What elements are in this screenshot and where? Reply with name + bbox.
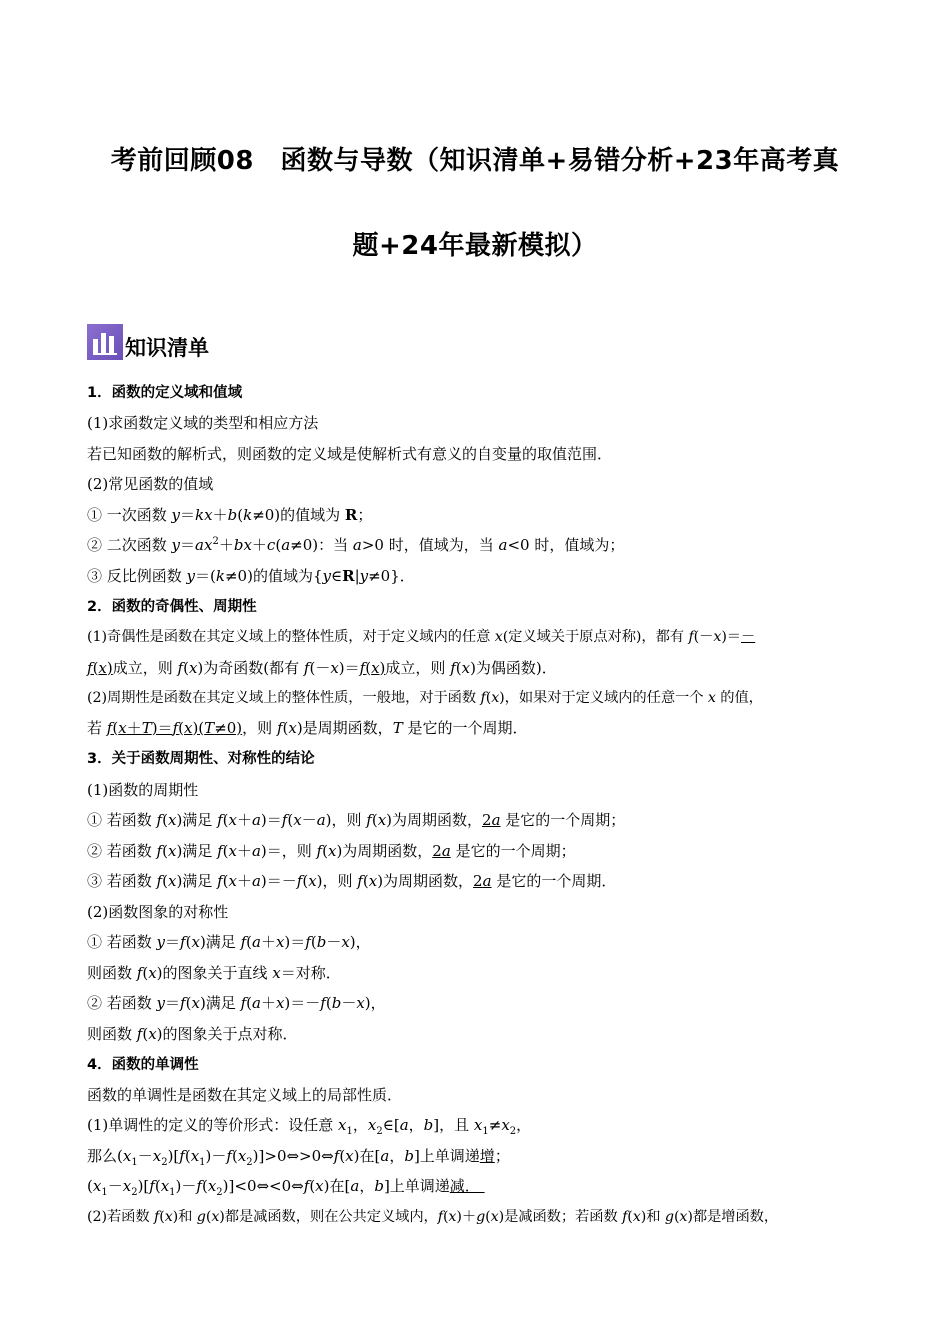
paragraph: (2)若函数 f(x)和 g(x)都是减函数，则在公共定义域内，f(x)＋g(x)是减函数；若函数 f(x)和 g(x)都是增函数， xyxy=(87,1209,779,1225)
paragraph: (1)奇偶性是函数在其定义域上的整体性质，对于定义域内的任意 x(定义域关于原点对称)，都有 f(－x)＝－ xyxy=(87,629,756,645)
paragraph: (2)函数图象的对称性 xyxy=(87,903,229,921)
heading-domain-range: 1．函数的定义域和值域 xyxy=(87,385,243,401)
paragraph: ② 若函数 y＝f(x)满足 f(a＋x)＝－f(b－x)， xyxy=(87,994,386,1012)
paragraph: (1)单调性的定义的等价形式：设任意 $x_1$，$x_2\in[a$，b]，且 $x_1\ne x_2$， xyxy=(87,1116,532,1137)
paragraph: $(x_1-x_2)[f(x_1)-f(x_2)]<0\Leftrightarrow<0\Leftrightarrow f(x)$在[a，b]上单调递减． xyxy=(87,1177,485,1198)
paragraph: 那么$(x_1-x_2)[f(x_1)-f(x_2)]>0\Leftrightarrow>0\Leftrightarrow f(x)$在[a，b]上单调递增； xyxy=(87,1147,510,1168)
paragraph: ① 一次函数 y＝kx＋b(k≠0)的值域为 R； xyxy=(87,506,373,524)
paragraph: (1)函数的周期性 xyxy=(87,781,199,799)
paragraph: 若已知函数的解析式，则函数的定义域是使解析式有意义的自变量的取值范围． xyxy=(87,445,613,463)
paragraph: ③ 若函数 f(x)满足 f(x＋a)＝－f(x)，则 f(x)为周期函数，2a 是它的一个周期． xyxy=(87,872,617,890)
heading-period-symmetry: 3．关于函数周期性、对称性的结论 xyxy=(87,751,315,767)
paragraph: 函数的单调性是函数在其定义域上的局部性质． xyxy=(87,1086,403,1104)
section-header-knowledge-list xyxy=(87,322,209,360)
paragraph: ② 若函数 f(x)满足 f(x＋a)＝，则 f(x)为周期函数，2a 是它的一个周期； xyxy=(87,842,576,860)
paragraph: (2)常见函数的值域 xyxy=(87,475,214,493)
bar-chart-icon xyxy=(87,324,123,360)
page-title-line-1: 考前回顾08 函数与导数（知识清单+易错分析+23年高考真 xyxy=(110,146,840,176)
paragraph: 若 f(x＋T)＝f(x)(T≠0)，则 f(x)是周期函数，T 是它的一个周期． xyxy=(87,719,528,737)
paragraph: ② 二次函数 $y=ax^2+bx+c(a\ne 0)$：当 a>0 时，值域为，当 a<0 时，值域为； xyxy=(87,536,625,554)
paragraph: f(x)成立，则 f(x)为奇函数(都有 f(－x)＝f(x)成立，则 f(x)为偶函数)． xyxy=(87,659,557,677)
paragraph: 则函数 f(x)的图象关于点对称． xyxy=(87,1025,298,1043)
paragraph: 则函数 f(x)的图象关于直线 x＝对称． xyxy=(87,964,341,982)
paragraph: (1)求函数定义域的类型和相应方法 xyxy=(87,414,319,432)
heading-monotonicity: 4．函数的单调性 xyxy=(87,1057,199,1073)
page-title-line-2: 题+24年最新模拟） xyxy=(352,231,598,261)
paragraph: ③ 反比例函数 y＝(k≠0)的值域为{y∈R|y≠0}． xyxy=(87,567,415,585)
paragraph: (2)周期性是函数在其定义域上的整体性质，一般地，对于函数 f(x)，如果对于定义域内的任意一个 x 的值， xyxy=(87,690,763,706)
section-title: 知识清单 xyxy=(125,336,209,360)
paragraph: ① 若函数 f(x)满足 f(x＋a)＝f(x－a)，则 f(x)为周期函数，2a 是它的一个周期； xyxy=(87,811,626,829)
heading-parity-period: 2．函数的奇偶性、周期性 xyxy=(87,599,257,615)
paragraph: ① 若函数 y＝f(x)满足 f(a＋x)＝f(b－x)， xyxy=(87,933,371,951)
